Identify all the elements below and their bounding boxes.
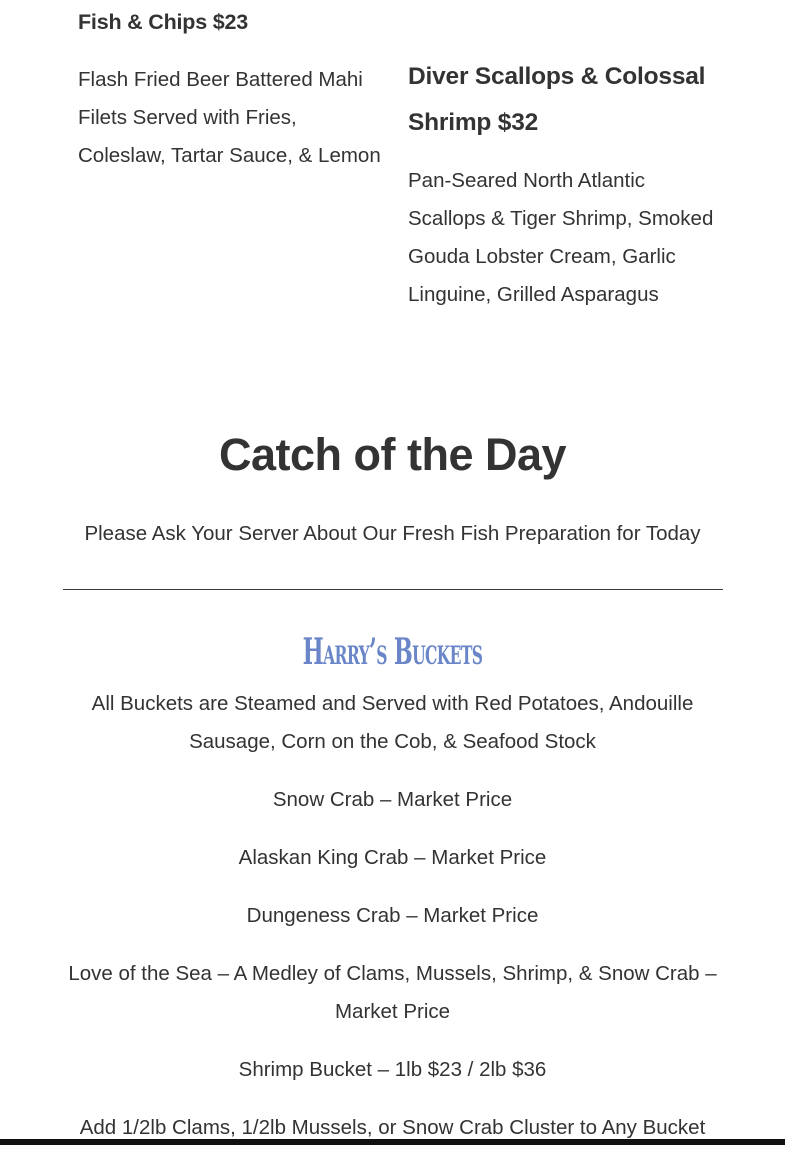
harrys-buckets-section — [60, 622, 725, 1167]
menu-item-scallops-shrimp — [408, 54, 728, 314]
section-heading: Catch of the Day — [218, 429, 567, 480]
bucket-item: Alaskan King Crab – Market Price — [238, 846, 547, 869]
bottom-bar — [0, 1139, 785, 1145]
bucket-item: Dungeness Crab – Market Price — [246, 904, 539, 927]
menu-item-fish-and-chips — [78, 6, 388, 175]
menu-item-description: Flash Fried Beer Battered Mahi Filets Served with Fries, Coleslaw, Tartar Sauce, & Lemon — [78, 68, 381, 167]
section-description: All Buckets are Steamed and Served with Red Potatoes, Andouille Sausage, Corn on the Cob, & Seafood Stock — [91, 692, 694, 753]
section-heading: Harry’s Buckets — [302, 631, 483, 673]
menu-item-title: Diver Scallops & Colossal Shrimp $32 — [408, 63, 706, 136]
bucket-item: Shrimp Bucket – 1lb $23 / 2lb $36 — [238, 1058, 547, 1081]
menu-item-title: Fish & Chips $23 — [78, 10, 249, 34]
bucket-item: Love of the Sea – A Medley of Clams, Mussels, Shrimp, & Snow Crab – Market Price — [68, 962, 717, 1023]
section-description: Please Ask Your Server About Our Fresh Fish Preparation for Today — [84, 522, 701, 545]
catch-of-the-day-section — [0, 425, 785, 553]
bucket-item: Add 1/2lb Clams, 1/2lb Mussels, or Snow Crab Cluster to Any Bucket — [79, 1116, 706, 1139]
section-divider — [63, 589, 723, 590]
menu-item-description: Pan-Seared North Atlantic Scallops & Tiger Shrimp, Smoked Gouda Lobster Cream, Garlic Linguine, Grilled Asparagus — [408, 169, 714, 306]
bucket-item: Snow Crab – Market Price — [272, 788, 513, 811]
